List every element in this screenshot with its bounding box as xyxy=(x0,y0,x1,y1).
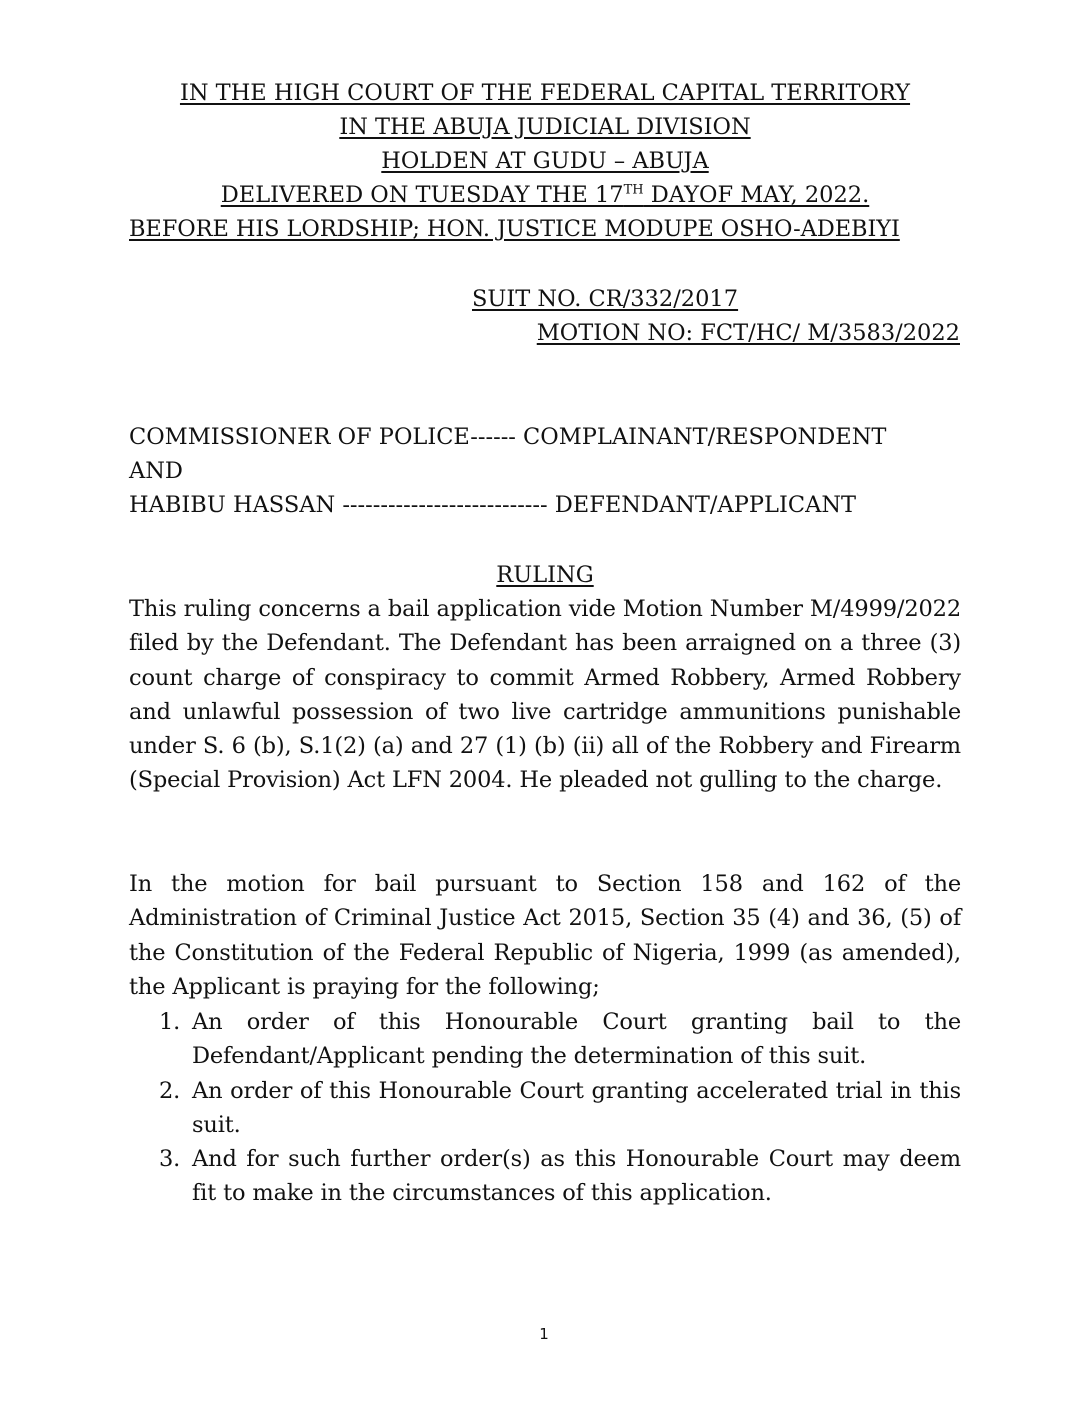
judicial-division: IN THE ABUJA JUDICIAL DIVISION xyxy=(339,114,751,140)
ruling-heading: RULING xyxy=(496,562,594,588)
complainant-party: COMMISSIONER OF POLICE------ COMPLAINANT/RESPONDENT xyxy=(129,424,887,450)
court-title: IN THE HIGH COURT OF THE FEDERAL CAPITAL TERRITORY xyxy=(179,80,911,106)
suit-number: SUIT NO. CR/332/2017 xyxy=(472,286,739,312)
ruling-paragraph-2: In the motion for bail pursuant to Section 158 and 162 of the Administration of Criminal Justice Act 2015, Section 35 (4) and 36, (5) of the Constitution of the Federal Republic of Nigeria, 1999 (as amended), the Applicant is praying for the following; xyxy=(129,871,961,1000)
prayer-number: 3. xyxy=(159,1146,181,1173)
prayer-number: 1. xyxy=(159,1009,181,1035)
delivery-date-ordinal: TH xyxy=(623,182,644,198)
page-number: 1 xyxy=(539,1325,549,1343)
prayer-number: 2. xyxy=(159,1077,181,1104)
prayer-text: And for such further order(s) as this Honourable Court may deem fit to make in the circumstances of this application. xyxy=(192,1146,961,1207)
delivery-date xyxy=(129,178,961,212)
prayer-text: An order of this Honourable Court granting accelerated trial in this suit. xyxy=(192,1077,961,1138)
delivery-date-suffix: DAYOF MAY, 2022. xyxy=(643,182,870,208)
prayer-item-2 xyxy=(129,1074,961,1143)
prayer-item-3 xyxy=(129,1142,961,1211)
prayer-item-1 xyxy=(129,1005,961,1074)
court-location: HOLDEN AT GUDU – ABUJA xyxy=(381,148,709,174)
prayer-text: An order of this Honourable Court granting bail to the Defendant/Applicant pending the determination of this suit. xyxy=(192,1009,961,1070)
defendant-party: HABIBU HASSAN --------------------------- DEFENDANT/APPLICANT xyxy=(129,492,857,518)
ruling-paragraph-1: This ruling concerns a bail application vide Motion Number M/4999/2022 filed by the Defendant. The Defendant has been arraigned on a three (3) count charge of conspiracy to commit Armed Robbery, Armed Robbery and unlawful possession of two live cartridge ammunitions punishable under S. 6 (b), S.1(2) (a) and 27 (1) (b) (ii) all of the Robbery and Firearm (Special Provision) Act LFN 2004. He pleaded not gulling to the charge. xyxy=(129,596,961,794)
parties-conjunction: AND xyxy=(129,458,183,484)
delivery-date-prefix: DELIVERED ON TUESDAY THE 17 xyxy=(220,182,624,208)
motion-number: MOTION NO: FCT/HC/ M/3583/2022 xyxy=(536,320,960,346)
prayers-list xyxy=(129,1005,961,1211)
presiding-judge: BEFORE HIS LORDSHIP; HON. JUSTICE MODUPE OSHO-ADEBIYI xyxy=(129,216,900,242)
